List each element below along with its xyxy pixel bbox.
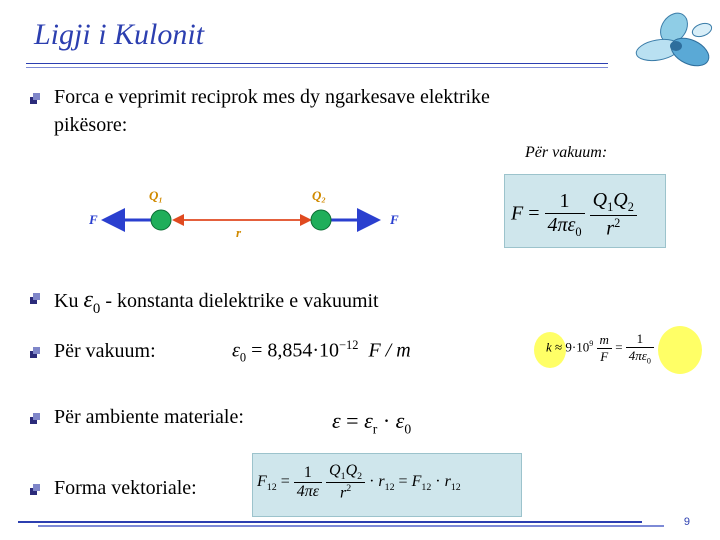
vector-formula-box (252, 453, 522, 517)
material-formula: $\varepsilon = \varepsilon_r \cdot \varepsilon_0$ (332, 408, 412, 437)
k-constant-formula: $k \approx 9\cdot 10^9$ $\frac{m}{F}$ = $\frac{1}{4\pi\varepsilon_0}$ (546, 331, 654, 366)
title-rule-top (26, 63, 608, 64)
bullet-3: Për vakuum: (54, 340, 156, 362)
vacuum-caption: Për vakuum: (525, 144, 608, 161)
distance-label: r (236, 225, 242, 240)
bullet-icon (30, 484, 41, 495)
footer-rule-top (18, 521, 642, 523)
bullet-icon (30, 413, 41, 424)
charge-q2 (311, 210, 331, 230)
bullet-icon (30, 347, 41, 358)
title-rule-bottom (26, 67, 608, 68)
coulomb-diagram (85, 180, 415, 240)
slide-title: Ligji i Kulonit (34, 18, 205, 51)
bullet-2: Ku $\varepsilon_0$ - konstanta dielektrike e vakuumit (54, 287, 379, 317)
vector-formula: $F_{12}$ = $\frac{1}{4\pi\varepsilon}$ $\frac{Q_1Q_2}{r^2}$ · $r_{12} = F_{12} \cdot r_{12}$ (257, 462, 461, 502)
bullet-icon (30, 93, 41, 104)
bullet-1-line-1: Forca e veprimit reciprok mes dy ngarkesave elektrike (54, 86, 490, 108)
bullet-icon (30, 293, 41, 304)
footer-rule-bottom (38, 525, 664, 527)
force-label-right: F (390, 212, 399, 227)
q1-label: Q₁ (149, 188, 163, 203)
q2-label: Q₂ (312, 188, 326, 203)
coulomb-formula: F = $\frac{1}{4\pi\varepsilon_0}$ $\frac{Q_1Q_2}{r^2}$ (511, 189, 637, 241)
force-label-left: F (89, 212, 98, 227)
bullet-1-line-2: pikësore: (54, 114, 128, 136)
charge-q1 (151, 210, 171, 230)
bullet-5: Forma vektoriale: (54, 477, 197, 499)
bullet-4: Për ambiente materiale: (54, 406, 244, 428)
coulomb-formula-box (504, 174, 666, 248)
page-number: 9 (683, 516, 690, 528)
logo-icon (628, 6, 718, 78)
epsilon0-formula: $\varepsilon_0 = 8,854\cdot 10^{-12}$ F / m (232, 338, 411, 365)
